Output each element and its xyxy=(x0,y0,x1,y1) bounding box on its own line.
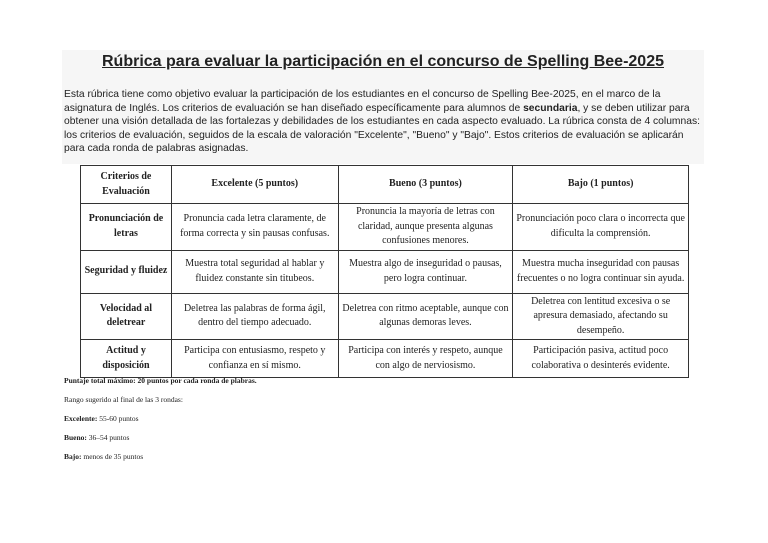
level-label: Bajo: xyxy=(64,452,82,461)
level-label: Bueno: xyxy=(64,433,87,442)
table-header-row xyxy=(81,166,689,204)
header-block xyxy=(62,50,704,164)
level-value: 36–54 puntos xyxy=(86,433,130,442)
max-score-note xyxy=(64,376,257,385)
intro-paragraph xyxy=(64,88,704,156)
criterion-cell: Pronunciación de letras xyxy=(81,204,172,251)
criterion-cell: Actitud y disposición xyxy=(81,340,172,378)
header-excelente: Excelente (5 puntos) xyxy=(171,166,338,204)
document-title: Rúbrica para evaluar la participación en el concurso de Spelling Bee-2025 xyxy=(102,53,664,70)
level-value: 55-60 puntos xyxy=(97,414,139,423)
intro-text-2: , y se deben utilizar para obtener una visión detallada de las fortalezas y debilidades de los estudiantes en cada aspecto evaluado. La rúbrica consta de 4 columnas: los criterios de evaluación, seguidos de la escala de valoración "Excelente", "Bueno" y "Bajo". Estos criterios de evaluación se aplicarán para cada ronda de palabras asignadas. xyxy=(64,102,700,154)
excelente-cell: Deletrea las palabras de forma ágil, dentro del tiempo adecuado. xyxy=(171,293,338,340)
intro-bold-word: secundaria xyxy=(523,102,578,114)
level-label: Excelente: xyxy=(64,414,98,423)
header-criterios: Criterios de Evaluación xyxy=(81,166,172,204)
range-intro: Rango sugerido al final de las 3 rondas: xyxy=(64,395,183,404)
header-bueno: Bueno (3 puntos) xyxy=(338,166,513,204)
excelente-cell: Pronuncia cada letra claramente, de forma correcta y sin pausas confusas. xyxy=(171,204,338,251)
level-bajo xyxy=(64,452,257,461)
bueno-cell: Participa con interés y respeto, aunque con algo de nerviosismo. xyxy=(338,340,513,378)
score-notes xyxy=(64,376,257,471)
criterion-cell: Seguridad y fluidez xyxy=(81,250,172,293)
max-score-text: Puntaje total máximo: 20 puntos por cada ronda de plabras. xyxy=(64,376,257,385)
level-excelente xyxy=(64,414,257,423)
bajo-cell: Muestra mucha inseguridad con pausas frecuentes o no logra continuar sin ayuda. xyxy=(513,250,689,293)
rubric-table xyxy=(80,165,689,378)
table-row xyxy=(81,340,689,378)
bajo-cell: Pronunciación poco clara o incorrecta que dificulta la comprensión. xyxy=(513,204,689,251)
criterion-cell: Velocidad al deletrear xyxy=(81,293,172,340)
table-row xyxy=(81,293,689,340)
bueno-cell: Pronuncia la mayoría de letras con claridad, aunque presenta algunas confusiones menores. xyxy=(338,204,513,251)
excelente-cell: Participa con entusiasmo, respeto y confianza en sí mismo. xyxy=(171,340,338,378)
intro-text-1: Esta rúbrica tiene como objetivo evaluar la participación de los estudiantes en el concurso de Spelling Bee-2025, en el marco de la asignatura de Inglés. Los criterios de evaluación se han diseñado específicamente para alumnos de xyxy=(64,89,661,114)
table-row xyxy=(81,204,689,251)
level-bueno xyxy=(64,433,257,442)
level-value: menos de 35 puntos xyxy=(81,452,144,461)
bueno-cell: Deletrea con ritmo aceptable, aunque con algunas demoras leves. xyxy=(338,293,513,340)
header-bajo: Bajo (1 puntos) xyxy=(513,166,689,204)
bajo-cell: Deletrea con lentitud excesiva o se apresura demasiado, afectando su desempeño. xyxy=(513,293,689,340)
bueno-cell: Muestra algo de inseguridad o pausas, pero logra continuar. xyxy=(338,250,513,293)
excelente-cell: Muestra total seguridad al hablar y fluidez constante sin titubeos. xyxy=(171,250,338,293)
table-row xyxy=(81,250,689,293)
bajo-cell: Participación pasiva, actitud poco colaborativa o desinterés evidente. xyxy=(513,340,689,378)
